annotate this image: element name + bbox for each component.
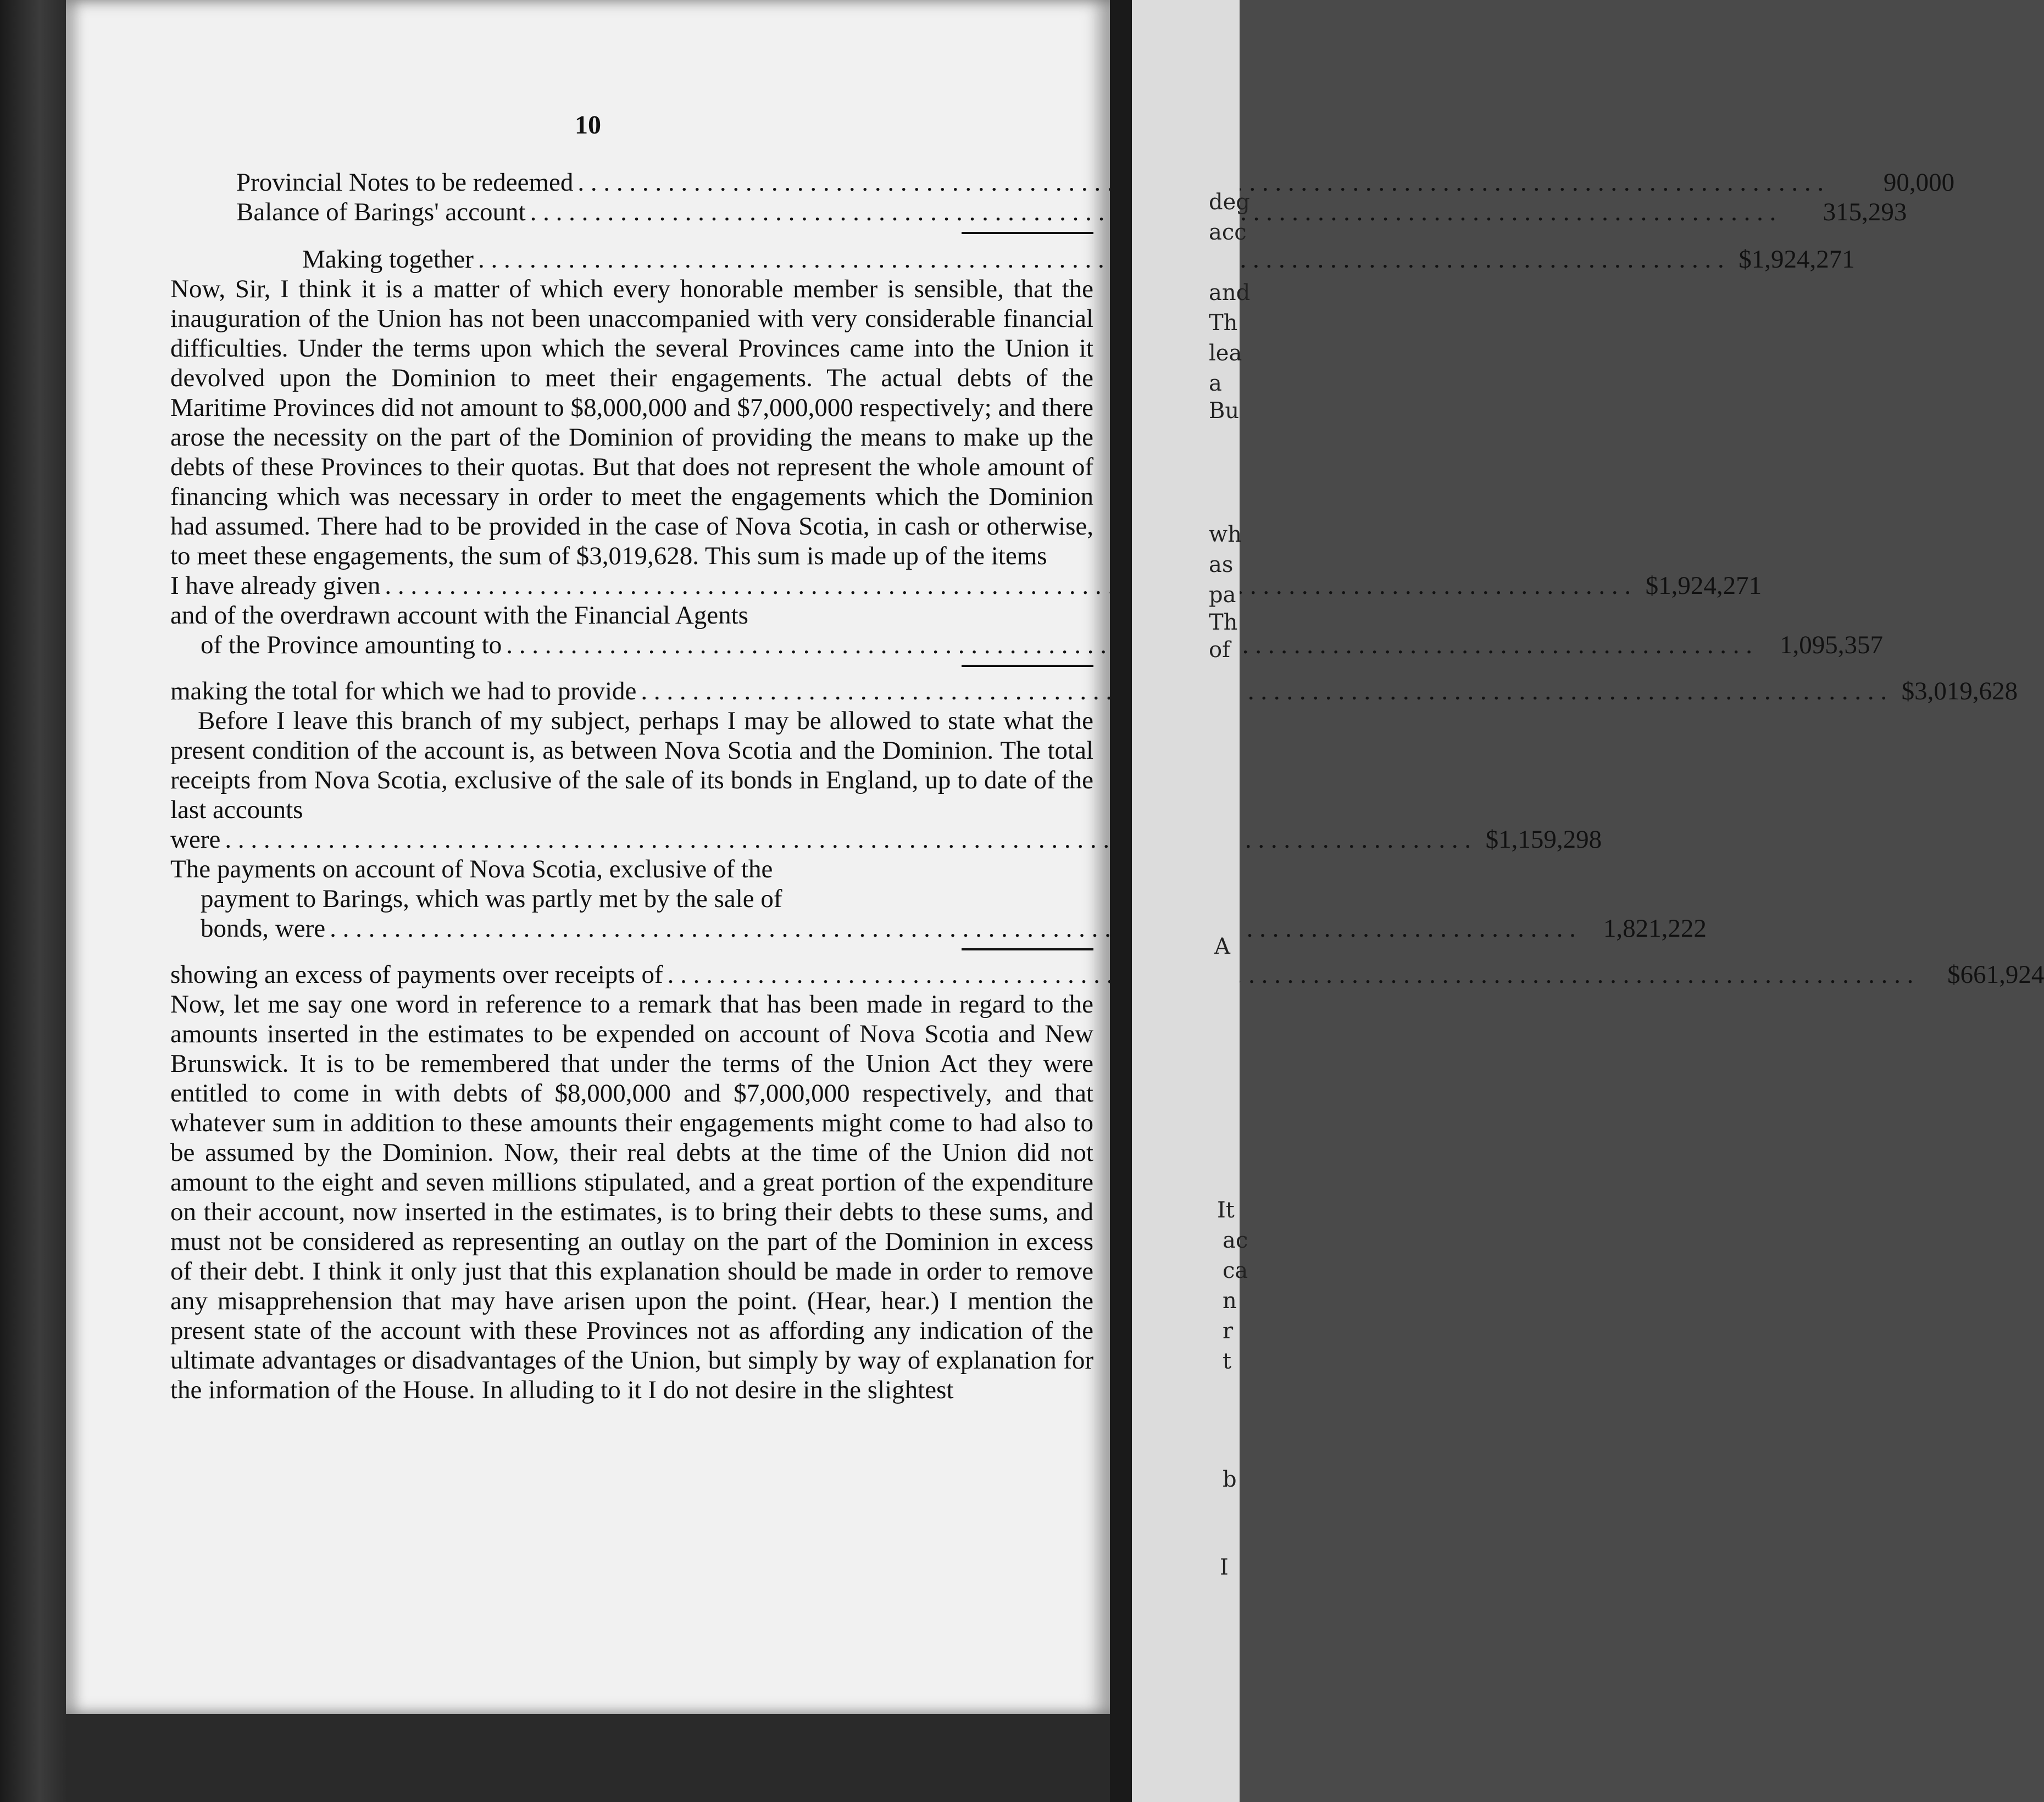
entry-label: showing an excess of payments over receipts of bbox=[170, 960, 663, 989]
entry-label: were bbox=[170, 825, 221, 854]
paragraph: Now, let me say one word in reference to a remark that has been made in regard to the amounts inserted in the estimates to be expended on account of Nova Scotia and New Brunswick. It is to be remembered that under the terms of the Union Act they were entitled to come in with debts of $8,000,000 and $7,000,000 respectively, and that whatever sum in addition to these amounts their engagements might come to had also to be assumed by the Dominion. Now, their real debts at the time of the Union did not amount to the eight and seven millions stipulated, and a great portion of the expenditure on their account, now inserted in the estimates, is to bring their debts to these sums, and must not be considered as representing an outlay on the part of the Dominion in excess of their debt. I think it only just that this explanation should be made in order to remove any misapprehension that may have arisen upon the point. (Hear, hear.) I mention the present state of the account with these Provinces not as affording any indication of the ultimate advantages or disadvantages of the Union, but simply by way of explanation for the information of the House. In alluding to it I do not desire in the slightest bbox=[170, 990, 1093, 1404]
sum-rule bbox=[170, 660, 1093, 672]
sum-rule bbox=[170, 943, 1093, 955]
dot-leader bbox=[385, 571, 1631, 600]
entry-amount: $661,924 bbox=[1947, 960, 2044, 989]
ledger-entry-line bbox=[170, 884, 1093, 914]
entry-amount: $1,159,298 bbox=[1485, 825, 1602, 854]
facing-page-text: and bbox=[1209, 280, 1251, 305]
entry-amount: 1,095,357 bbox=[1779, 631, 1883, 659]
facing-page-text: pa bbox=[1209, 582, 1236, 608]
scan-left-edge bbox=[0, 0, 66, 1802]
entry-label: I have already given bbox=[170, 571, 381, 600]
page-number: 10 bbox=[575, 110, 601, 140]
sum-rule bbox=[170, 227, 1093, 239]
facing-page-text: ac bbox=[1223, 1228, 1248, 1253]
entry-label: bonds, were bbox=[201, 914, 326, 943]
facing-page-text: I bbox=[1220, 1555, 1229, 1580]
entry-amount: 90,000 bbox=[1883, 168, 1955, 197]
facing-page-text: n bbox=[1223, 1288, 1237, 1314]
facing-page-text: of bbox=[1209, 637, 1230, 663]
scan-bottom-edge bbox=[66, 1714, 1110, 1802]
ledger-total bbox=[170, 676, 2018, 706]
ledger-total bbox=[170, 960, 2044, 989]
ledger-entry-line bbox=[170, 600, 1093, 630]
facing-page-text: b bbox=[1223, 1467, 1237, 1492]
facing-page-text: Th bbox=[1209, 310, 1238, 336]
ledger-total bbox=[170, 244, 1855, 274]
ledger-entry bbox=[170, 630, 1883, 660]
entry-label: The payments on account of Nova Scotia, exclusive of the bbox=[170, 855, 773, 883]
dot-leader bbox=[330, 914, 1576, 943]
dot-leader bbox=[668, 960, 1914, 989]
ledger-entry-line bbox=[170, 854, 1093, 884]
entry-amount: $1,924,271 bbox=[1645, 571, 1762, 600]
facing-page-text: lea bbox=[1209, 341, 1242, 366]
facing-page-text: t bbox=[1223, 1349, 1232, 1374]
facing-page-text: Bu bbox=[1209, 398, 1240, 424]
entry-label: Balance of Barings' account bbox=[236, 198, 526, 226]
facing-page-text: Th bbox=[1209, 610, 1238, 635]
facing-page-text: acc bbox=[1209, 220, 1247, 245]
ledger-entry bbox=[170, 914, 1707, 943]
paragraph: Before I leave this branch of my subject, perhaps I may be allowed to state what the present condition of the account is, as between Nova Scotia and the Dominion. The total receipts from Nova Scotia, exclusive of the sale of its bonds in England, up to date of the last accounts bbox=[170, 707, 1093, 824]
entry-amount: $1,924,271 bbox=[1738, 245, 1855, 274]
facing-page-text: A bbox=[1214, 934, 1230, 959]
paragraph: Now, Sir, I think it is a matter of which every honorable member is sensible, that the inauguration of the Union has not been unaccompanied with very considerable financial difficulties. Under the terms upon which the several Provinces came into the Union it devolved upon the Dominion to meet their engagements. The actual debts of the Maritime Provinces did not amount to $8,000,000 and $7,000,000 respectively; and there arose the necessity on the part of the Dominion of providing the means to make up the debts of these Provinces to their quotas. But that does not represent the whole amount of financing which was necessary in order to meet the engagements which the Dominion had assumed. There had to be provided in the case of Nova Scotia, in cash or otherwise, to meet these engagements, the sum of $3,019,628. This sum is made up of the items bbox=[170, 275, 1093, 570]
entry-label: of the Province amounting to bbox=[201, 631, 502, 659]
entry-label: payment to Barings, which was partly met by the sale of bbox=[201, 885, 782, 913]
facing-page-text: r bbox=[1223, 1319, 1234, 1344]
entry-label: Provincial Notes to be redeemed bbox=[236, 168, 574, 197]
facing-page-text: wh bbox=[1209, 522, 1242, 547]
facing-page-text: deg bbox=[1209, 190, 1250, 215]
entry-amount: 1,821,222 bbox=[1603, 914, 1707, 943]
facing-page-text: as bbox=[1209, 552, 1234, 577]
entry-label: and of the overdrawn account with the Financial Agents bbox=[170, 601, 748, 630]
facing-page-text: a bbox=[1209, 371, 1222, 396]
facing-page-text: It bbox=[1217, 1198, 1235, 1223]
dot-leader bbox=[225, 825, 1471, 854]
ledger-entry bbox=[170, 825, 1602, 854]
ledger-entry bbox=[170, 168, 1955, 197]
entry-label: Making together bbox=[302, 245, 474, 274]
entry-amount: $3,019,628 bbox=[1901, 677, 2018, 705]
dot-leader bbox=[478, 244, 1724, 274]
entry-label: making the total for which we had to provide bbox=[170, 677, 637, 705]
entry-amount: 315,293 bbox=[1823, 198, 1907, 226]
book-gutter bbox=[1110, 0, 1132, 1802]
facing-page-text: ca bbox=[1223, 1258, 1248, 1283]
facing-page-edge bbox=[1132, 0, 1251, 1802]
dot-leader bbox=[641, 676, 1887, 706]
